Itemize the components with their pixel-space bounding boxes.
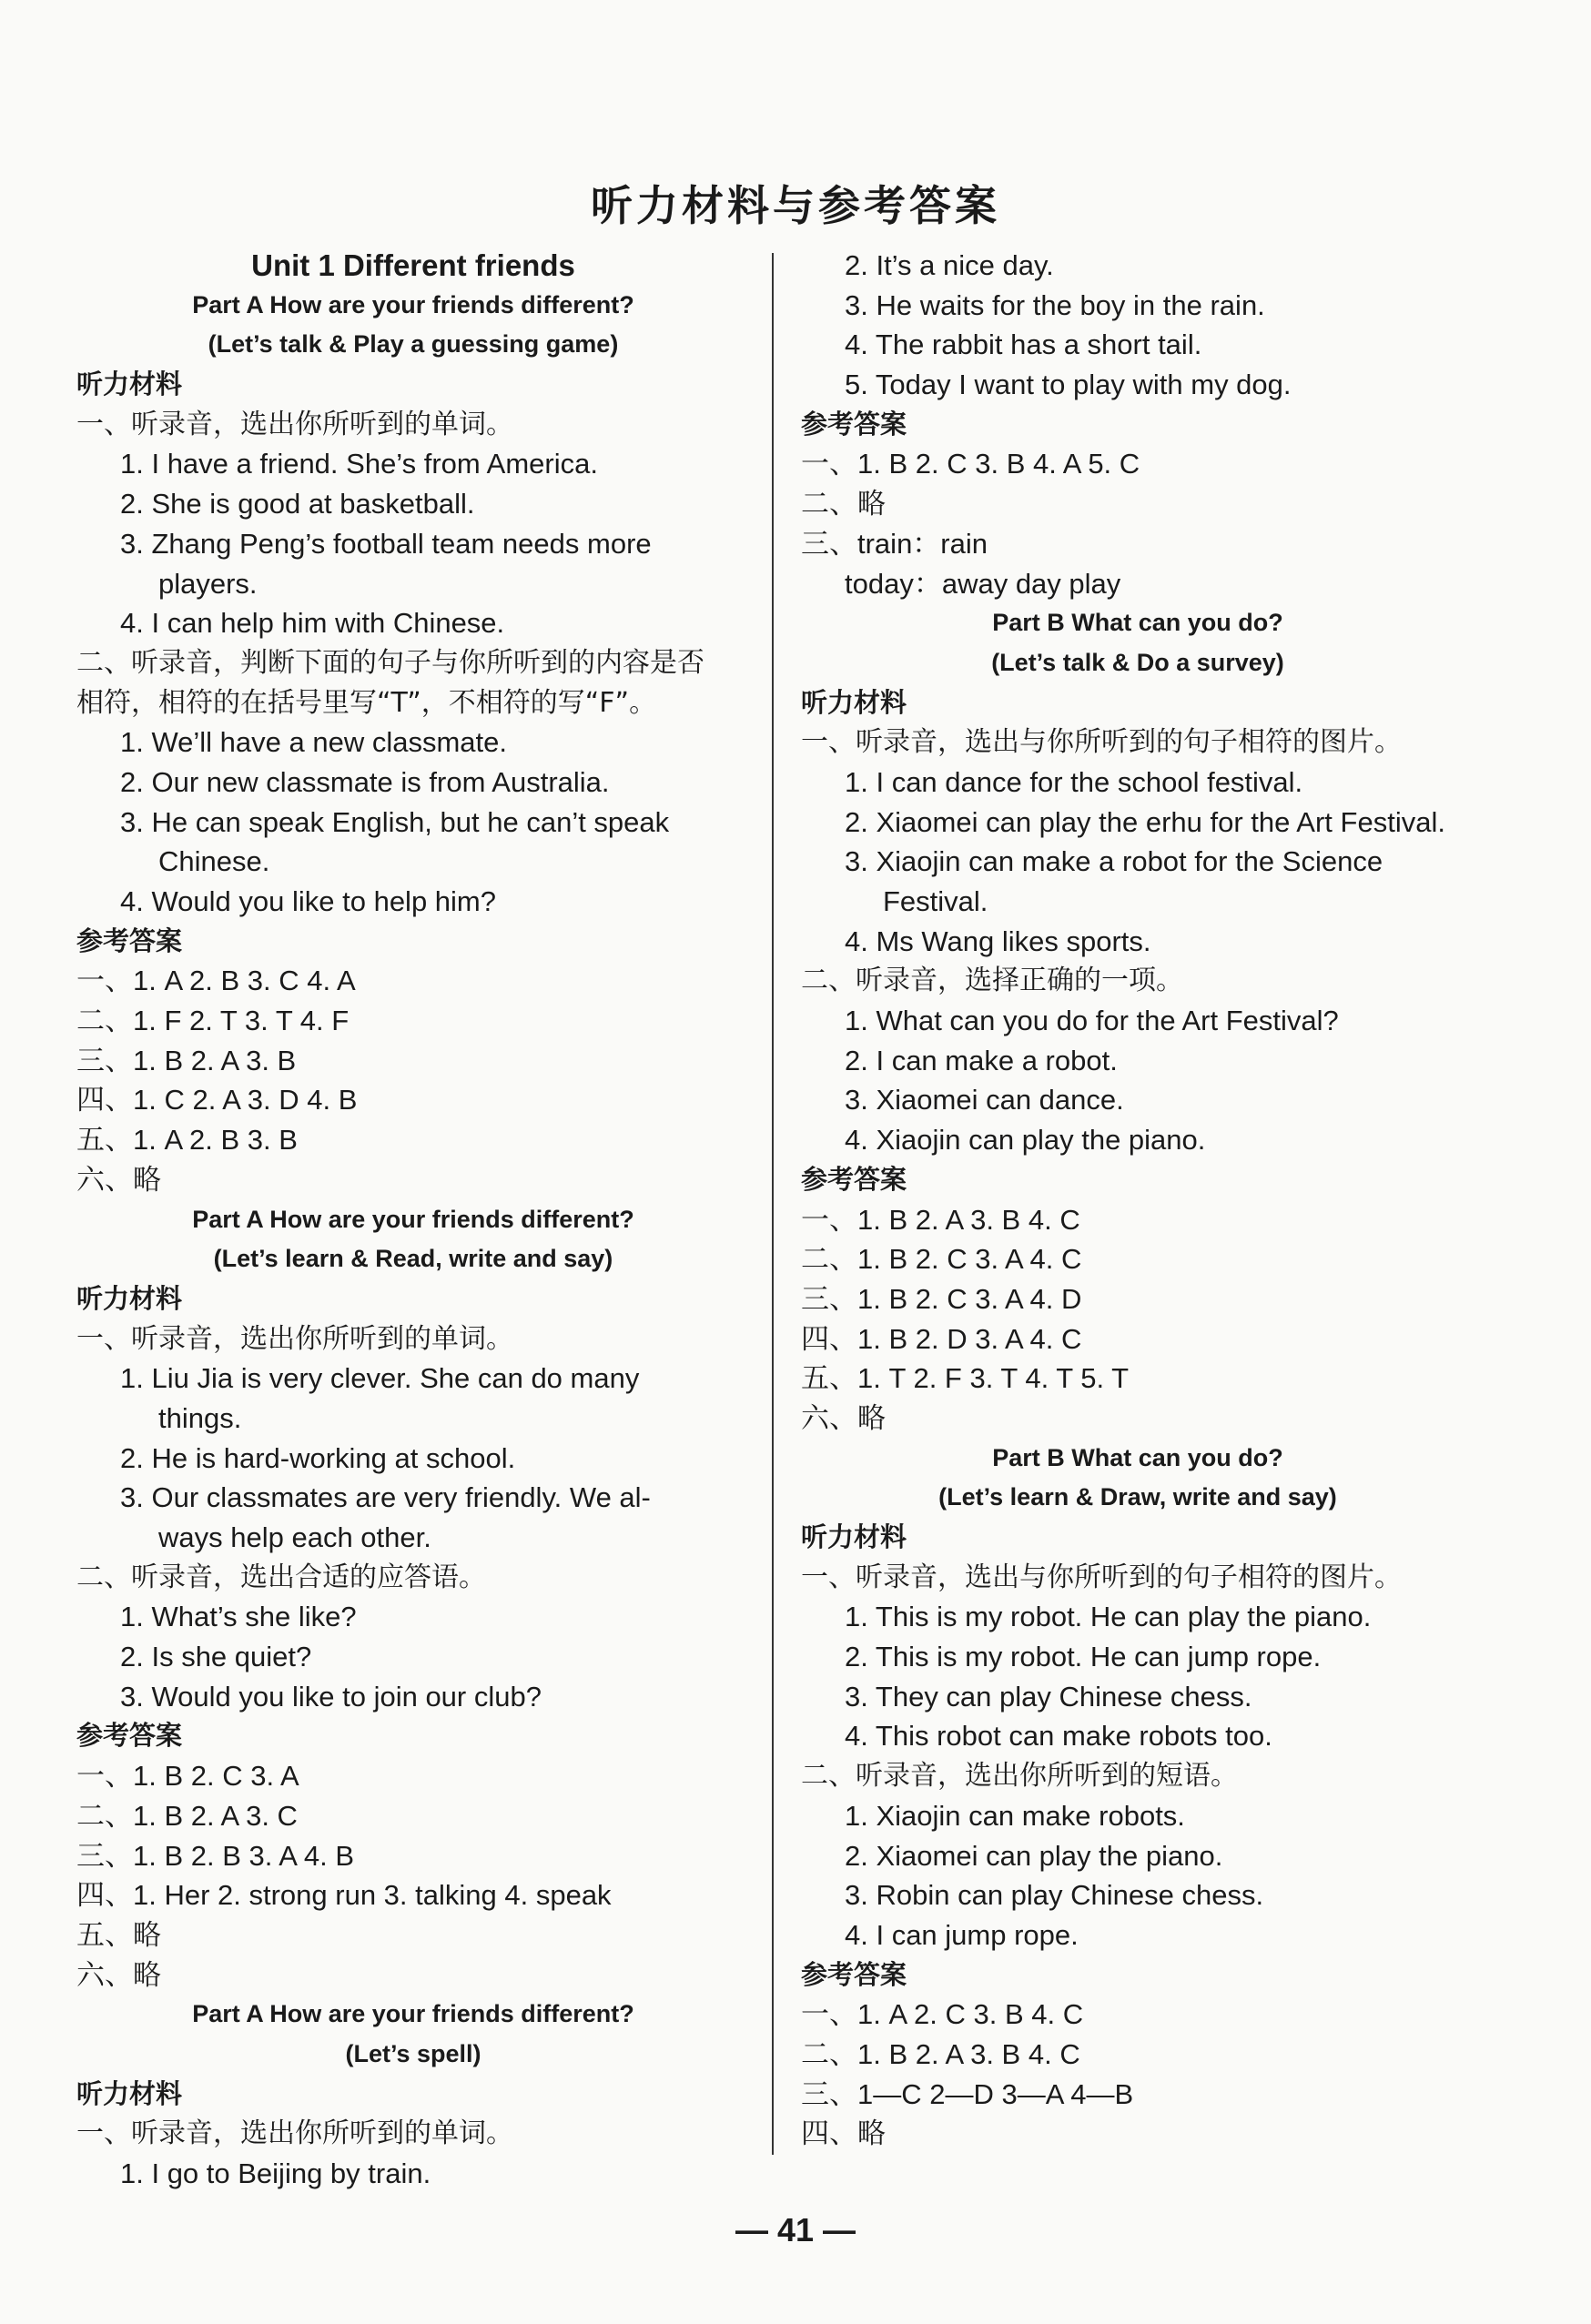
listening-item: 3. Our classmates are very friendly. We al- — [120, 1481, 651, 1514]
listening-item-continuation: players. — [158, 567, 258, 600]
listening-item: 2. He is hard-working at school. — [120, 1441, 516, 1474]
question-instruction: 一、听录音，选出你所听到的单词。 — [76, 408, 513, 440]
part-title: Part A How are your friends different? — [192, 290, 634, 318]
question-instruction: 二、听录音，选择正确的一项。 — [801, 965, 1183, 997]
listening-item: 3. Xiaojin can make a robot for the Science — [845, 845, 1383, 878]
section-heading: 参考答案 — [76, 1720, 183, 1752]
answer-line: 一、1. A 2. C 3. B 4. C — [801, 1998, 1084, 2031]
listening-item-continuation: ways help each other. — [158, 1521, 431, 1553]
question-instruction: 相符，相符的在括号里写“T”，不相符的写“F”。 — [76, 686, 657, 719]
listening-item: 1. I can dance for the school festival. — [845, 765, 1303, 798]
listening-item-continuation: Chinese. — [158, 845, 270, 878]
listening-item: 3. He can speak English, but he can’t speak — [120, 805, 670, 838]
question-instruction: 一、听录音，选出与你所听到的句子相符的图片。 — [801, 726, 1402, 759]
part-title: (Let’s talk & Play a guessing game) — [208, 330, 619, 359]
question-instruction: 二、听录音，判断下面的句子与你所听到的内容是否 — [76, 646, 704, 679]
listening-item-continuation: Festival. — [883, 885, 988, 917]
unit-title: Unit 1 Different friends — [251, 248, 575, 282]
listening-item: today：away day play — [845, 567, 1121, 600]
part-title: (Let’s learn & Read, write and say) — [213, 1245, 613, 1273]
page-number: — 41 — — [735, 2211, 856, 2248]
listening-item: 4. This robot can make robots too. — [845, 1720, 1272, 1753]
answer-line: 四、略 — [801, 2117, 886, 2150]
answer-line: 三、train：rain — [801, 527, 988, 560]
listening-item: 2. Xiaomei can play the piano. — [845, 1839, 1223, 1872]
listening-item: 1. I go to Beijing by train. — [120, 2157, 431, 2189]
listening-item: 1. This is my robot. He can play the piano. — [845, 1601, 1372, 1633]
question-instruction: 一、听录音，选出与你所听到的句子相符的图片。 — [801, 1561, 1402, 1593]
answer-line: 六、略 — [76, 1958, 161, 1991]
answer-line: 六、略 — [801, 1401, 886, 1434]
listening-item: 4. I can help him with Chinese. — [120, 607, 505, 640]
answer-line: 三、1—C 2—D 3—A 4—B — [801, 2077, 1134, 2110]
listening-item: 3. Xiaomei can dance. — [845, 1084, 1124, 1117]
section-heading: 听力材料 — [76, 369, 183, 400]
listening-item: 3. Zhang Peng’s football team needs more — [120, 527, 652, 560]
listening-item: 2. She is good at basketball. — [120, 488, 475, 520]
listening-item: 1. Liu Jia is very clever. She can do many — [120, 1362, 640, 1395]
part-title: Part A How are your friends different? — [192, 2000, 634, 2028]
answer-line: 二、1. B 2. A 3. C — [76, 1799, 298, 1832]
part-title: Part A How are your friends different? — [192, 1205, 634, 1233]
answer-line: 二、1. B 2. C 3. A 4. C — [801, 1243, 1082, 1276]
right-column — [801, 246, 1474, 2154]
answer-line: 六、略 — [76, 1163, 161, 1196]
answer-line: 五、1. A 2. B 3. B — [76, 1124, 298, 1157]
listening-item: 3. He waits for the boy in the rain. — [845, 288, 1265, 321]
listening-item: 3. Robin can play Chinese chess. — [845, 1879, 1264, 1912]
question-instruction: 二、听录音，选出合适的应答语。 — [76, 1561, 486, 1593]
listening-item: 2. It’s a nice day. — [845, 249, 1054, 281]
answer-line: 四、1. Her 2. strong run 3. talking 4. speak — [76, 1879, 612, 1912]
section-heading: 参考答案 — [801, 1958, 907, 1990]
section-heading: 参考答案 — [801, 1163, 907, 1195]
listening-item: 1. Xiaojin can make robots. — [845, 1799, 1185, 1832]
answer-line: 二、1. B 2. A 3. B 4. C — [801, 2037, 1080, 2070]
section-heading: 听力材料 — [801, 1521, 907, 1552]
answer-line: 三、1. B 2. C 3. A 4. D — [801, 1282, 1082, 1315]
listening-item: 4. Xiaojin can play the piano. — [845, 1124, 1206, 1157]
listening-item: 3. They can play Chinese chess. — [845, 1680, 1252, 1713]
question-instruction: 二、听录音，选出你所听到的短语。 — [801, 1760, 1238, 1793]
answer-line: 四、1. B 2. D 3. A 4. C — [801, 1322, 1082, 1355]
listening-item: 1. We’ll have a new classmate. — [120, 726, 508, 759]
part-title: (Let’s spell) — [345, 2039, 481, 2067]
answer-line: 三、1. B 2. A 3. B — [76, 1044, 297, 1076]
listening-item: 3. Would you like to join our club? — [120, 1680, 542, 1713]
listening-item: 2. I can make a robot. — [845, 1044, 1118, 1076]
column-divider — [772, 253, 774, 2155]
section-heading: 听力材料 — [76, 1282, 183, 1314]
section-heading: 听力材料 — [76, 2077, 183, 2109]
answer-line: 二、略 — [801, 488, 886, 520]
answer-line: 二、1. F 2. T 3. T 4. F — [76, 1005, 350, 1037]
listening-item: 1. I have a friend. She’s from America. — [120, 448, 598, 480]
listening-item-continuation: things. — [158, 1401, 242, 1434]
section-heading: 听力材料 — [801, 686, 907, 718]
listening-item: 2. Xiaomei can play the erhu for the Art Festival. — [845, 805, 1445, 838]
question-instruction: 一、听录音，选出你所听到的单词。 — [76, 2117, 513, 2150]
left-column — [76, 246, 750, 2194]
listening-item: 1. What can you do for the Art Festival? — [845, 1005, 1339, 1037]
answer-line: 五、略 — [76, 1918, 161, 1951]
listening-item: 4. Would you like to help him? — [120, 885, 496, 917]
answer-line: 一、1. A 2. B 3. C 4. A — [76, 965, 356, 997]
listening-item: 1. What’s she like? — [120, 1601, 357, 1633]
answer-line: 一、1. B 2. C 3. A — [76, 1760, 299, 1793]
section-heading: 参考答案 — [76, 925, 183, 956]
section-heading: 参考答案 — [801, 408, 907, 440]
question-instruction: 一、听录音，选出你所听到的单词。 — [76, 1322, 513, 1355]
part-title: Part B What can you do? — [992, 1443, 1283, 1471]
listening-item: 2. Is she quiet? — [120, 1641, 312, 1673]
listening-item: 5. Today I want to play with my dog. — [845, 369, 1292, 401]
listening-item: 4. The rabbit has a short tail. — [845, 328, 1202, 361]
listening-item: 2. Our new classmate is from Australia. — [120, 765, 610, 798]
answer-line: 一、1. B 2. C 3. B 4. A 5. C — [801, 448, 1140, 480]
part-title: (Let’s talk & Do a survey) — [991, 648, 1284, 676]
listening-item: 2. This is my robot. He can jump rope. — [845, 1641, 1322, 1673]
part-title: Part B What can you do? — [992, 609, 1283, 637]
listening-item: 4. I can jump rope. — [845, 1918, 1079, 1951]
answer-line: 三、1. B 2. B 3. A 4. B — [76, 1839, 354, 1872]
listening-item: 4. Ms Wang likes sports. — [845, 925, 1151, 957]
part-title: (Let’s learn & Draw, write and say) — [938, 1483, 1337, 1511]
page-title: 听力材料与参考答案 — [591, 181, 1000, 230]
answer-line: 五、1. T 2. F 3. T 4. T 5. T — [801, 1362, 1130, 1395]
answer-line: 一、1. B 2. A 3. B 4. C — [801, 1203, 1080, 1236]
answer-line: 四、1. C 2. A 3. D 4. B — [76, 1084, 358, 1117]
